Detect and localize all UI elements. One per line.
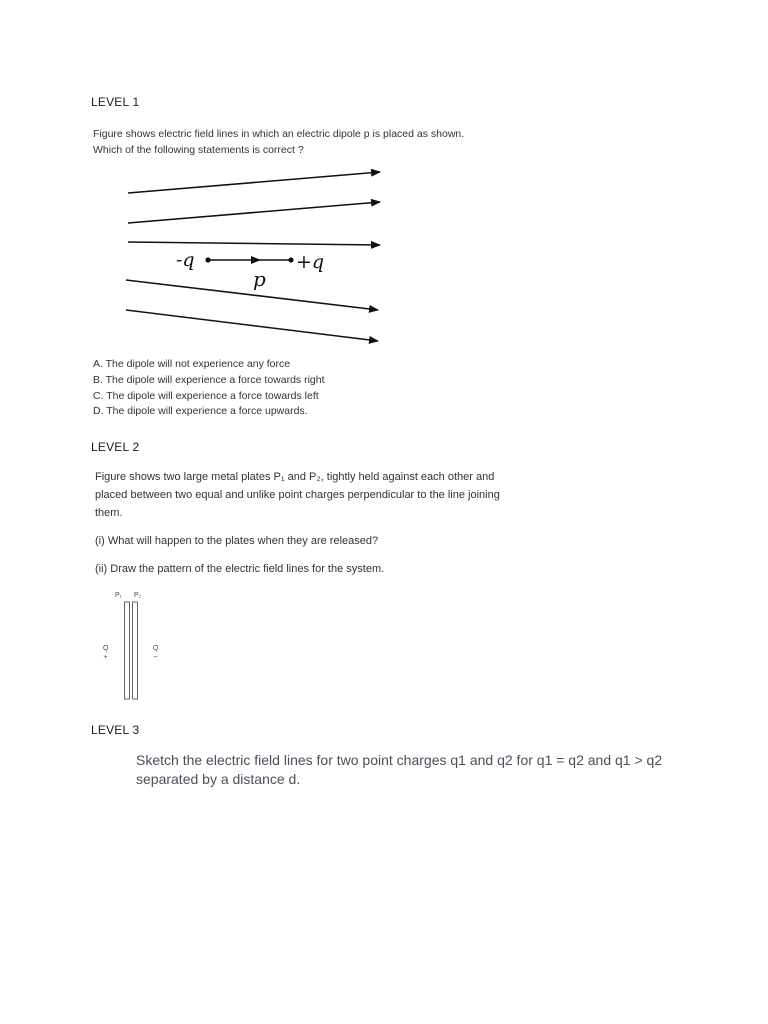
- pos-charge-label: +q: [296, 251, 325, 273]
- option-c: C. The dipole will experience a force towards left: [93, 390, 319, 402]
- plate1-label: P₁: [115, 592, 123, 599]
- level1-heading: LEVEL 1: [91, 95, 140, 109]
- level2-part1: (i) What will happen to the plates when they are released?: [95, 535, 379, 547]
- level1-question-line1: Figure shows electric field lines in which an electric dipole p is placed as shown.: [93, 128, 465, 140]
- plates-figure: [96, 586, 176, 706]
- field-line-2: [128, 202, 380, 223]
- level3-text-line1: Sketch the electric field lines for two point charges q1 and q2 for q1 = q2 and q1 > q2: [136, 752, 663, 768]
- positive-charge-dot: [288, 257, 293, 262]
- level2-question-line1: Figure shows two large metal plates P₁ and P₂, tightly held against each other and: [95, 471, 495, 483]
- level2-part2: (ii) Draw the pattern of the electric field lines for the system.: [95, 563, 385, 575]
- level2-question-line3: them.: [95, 507, 123, 519]
- neg-charge-label: -q: [176, 249, 195, 271]
- field-line-5: [126, 310, 378, 341]
- field-line-3: [128, 242, 380, 245]
- dipole-field-figure: [110, 158, 400, 358]
- plate-p1: [125, 602, 130, 699]
- plate2-label: P₂: [134, 592, 142, 599]
- option-a: A. The dipole will not experience any force: [93, 358, 291, 370]
- right-charge-label: Q: [153, 645, 159, 652]
- field-line-1: [128, 172, 380, 193]
- level2-question-line2: placed between two equal and unlike point charges perpendicular to the line joining: [95, 489, 500, 501]
- level3-heading: LEVEL 3: [91, 723, 140, 737]
- negative-charge-dot: [205, 257, 210, 262]
- option-d: D. The dipole will experience a force upwards.: [93, 405, 308, 417]
- level1-question-line2: Which of the following statements is correct ?: [93, 144, 304, 156]
- right-charge-sign: −: [153, 654, 158, 661]
- left-charge-label: Q: [103, 645, 109, 652]
- level2-heading: LEVEL 2: [91, 440, 140, 454]
- level3-text-line2: separated by a distance d.: [136, 771, 301, 787]
- option-b: B. The dipole will experience a force towards right: [93, 374, 325, 386]
- dipole-label: p: [253, 267, 266, 291]
- left-charge-sign: +: [103, 654, 108, 661]
- field-line-4: [126, 280, 378, 310]
- plate-p2: [133, 602, 138, 699]
